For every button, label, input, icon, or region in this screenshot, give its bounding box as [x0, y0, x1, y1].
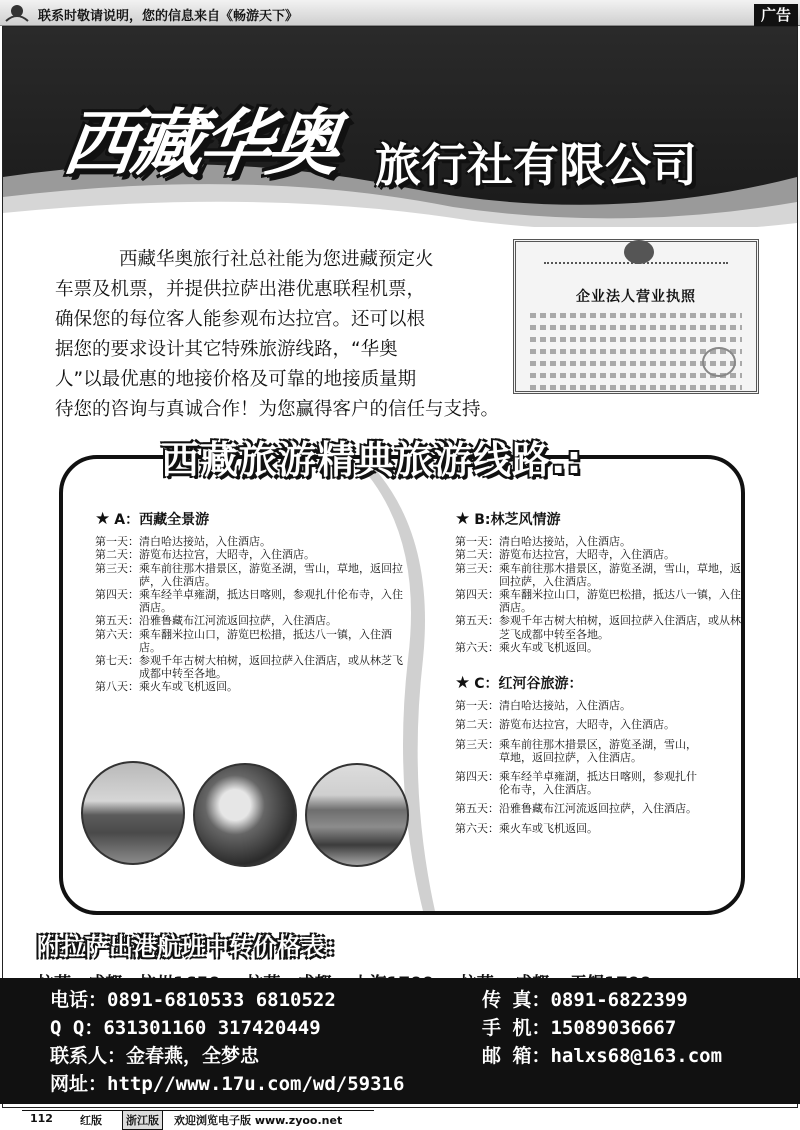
- itinerary-day: [455, 718, 705, 731]
- day-label: 第六天：: [455, 640, 499, 654]
- day-label: 第二天：: [95, 548, 139, 562]
- day-text: 游览布达拉宫，大昭寺，入住酒店。: [139, 548, 315, 562]
- brand-script-title: 西藏华奥: [58, 100, 343, 185]
- routes-title: 西藏旅游精典旅游线路.:: [161, 438, 583, 482]
- star-icon: ★: [455, 509, 471, 529]
- emblem-icon: [624, 240, 654, 264]
- day-text: 参观千年古树大柏树，返回拉萨入住酒店，或从林芝飞成都中转至各地。: [499, 614, 741, 641]
- itinerary-day: [455, 822, 705, 835]
- itinerary-day: [455, 802, 705, 815]
- day-text: 乘火车或飞机返回。: [499, 821, 598, 835]
- lake-mountain-photo: [81, 761, 185, 865]
- route-a-heading-text: A：西藏全景游: [114, 512, 210, 528]
- mobile-text: 手 机：15089036667: [482, 1017, 677, 1039]
- itinerary-day: [95, 680, 405, 693]
- page-number: 112: [30, 1112, 53, 1125]
- day-label: 第六天：: [95, 627, 139, 641]
- phone-text: 电话：0891-6810533 6810522: [50, 989, 336, 1011]
- route-b-heading-text: B:林芝风情游: [474, 512, 561, 528]
- day-text: 游览布达拉宫，大昭寺，入住酒店。: [499, 548, 675, 562]
- intro-line: 车票及机票，并提供拉萨出港优惠联程机票，: [55, 279, 426, 300]
- intro-line: 据您的要求设计其它特殊旅游线路，“华奥: [55, 339, 398, 360]
- day-text: 沿雅鲁藏布江河流返回拉萨，入住酒店。: [139, 614, 337, 628]
- day-text: 乘车翻米拉山口，游览巴松措，抵达八一镇，入住酒店。: [139, 627, 392, 654]
- routes-panel: [59, 455, 745, 915]
- region-badge: 浙江版: [122, 1110, 163, 1130]
- email-text: 邮 箱：halxs68@163.com: [482, 1045, 723, 1067]
- day-label: 第五天：: [455, 614, 499, 628]
- itinerary-day: [95, 535, 405, 548]
- route-a-heading: [95, 509, 405, 529]
- itinerary-day: [95, 588, 405, 614]
- site-link[interactable]: 欢迎浏览电子版 www.zyoo.net: [174, 1114, 343, 1127]
- day-text: 乘车前往那木措景区，游览圣湖，雪山，草地，返回拉萨，入住酒店。: [139, 561, 403, 588]
- route-c: [455, 673, 705, 841]
- intro-line: 西藏华奥旅行社总社能为您进藏预定火: [119, 249, 434, 270]
- itinerary-day: [455, 699, 705, 712]
- itinerary-day: [455, 548, 745, 561]
- day-label: 第五天：: [455, 802, 499, 816]
- official-stamp-icon: [702, 347, 736, 377]
- day-text: 参观千年古树大柏树，返回拉萨入住酒店，或从林芝飞成都中转至各地。: [139, 654, 403, 681]
- star-icon: ★: [455, 673, 471, 693]
- itinerary-day: [95, 654, 405, 680]
- route-c-heading: [455, 673, 705, 693]
- day-label: 第一天：: [455, 699, 499, 713]
- contact-right: [482, 986, 722, 1070]
- day-label: 第四天：: [455, 588, 499, 602]
- itinerary-day: [455, 614, 745, 640]
- day-text: 乘火车或飞机返回。: [499, 640, 598, 654]
- day-text: 乘车经羊卓雍湖，抵达日喀则，参观扎什伦布寺，入住酒店。: [499, 770, 697, 797]
- itinerary-day: [95, 614, 405, 627]
- day-label: 第三天：: [95, 561, 139, 575]
- intro-paragraph: [55, 245, 565, 425]
- intro-line: 人”以最优惠的地接价格及可靠的地接质量期: [55, 369, 417, 390]
- route-b: [455, 509, 745, 654]
- website-link[interactable]: 网址：http//www.17u.com/wd/59316: [50, 1073, 405, 1095]
- company-title: 旅行社有限公司: [375, 138, 697, 192]
- contact-band: [0, 978, 800, 1104]
- day-text: 乘车翻米拉山口，游览巴松措，抵达八一镇，入住酒店。: [499, 588, 741, 615]
- day-label: 第二天：: [455, 548, 499, 562]
- day-label: 第六天：: [455, 821, 499, 835]
- day-label: 第四天：: [455, 770, 499, 784]
- license-title: 企业法人营业执照: [576, 289, 696, 305]
- contact-left: [50, 986, 336, 1070]
- itinerary-day: [455, 738, 705, 764]
- price-table-title: 附拉萨出港航班中转价格表：: [37, 933, 349, 961]
- star-icon: ★: [95, 509, 111, 529]
- valley-cliff-photo: [305, 763, 409, 867]
- license-text-row: [530, 385, 742, 390]
- itinerary-day: [95, 562, 405, 588]
- itinerary-day: [455, 770, 705, 796]
- day-label: 第七天：: [95, 654, 139, 668]
- trees-lake-photo: [193, 763, 297, 867]
- top-strip: [0, 0, 800, 26]
- day-text: 乘火车或飞机返回。: [139, 680, 238, 694]
- route-c-heading-text: C：红河谷旅游：: [474, 676, 583, 692]
- itinerary-day: [455, 535, 745, 548]
- day-text: 乘车经羊卓雍湖，抵达日喀则，参观扎什伦布寺，入住酒店。: [139, 588, 403, 615]
- license-text-row: [530, 313, 742, 318]
- day-label: 第一天：: [455, 535, 499, 549]
- day-text: 沿雅鲁藏布江河流返回拉萨，入住酒店。: [499, 802, 697, 816]
- day-label: 第一天：: [95, 535, 139, 549]
- day-text: 清白哈达接站，入住酒店。: [499, 535, 631, 549]
- route-b-heading: [455, 509, 745, 529]
- source-note: 联系时敬请说明，您的信息来自《畅游天下》: [38, 9, 299, 24]
- day-label: 第八天：: [95, 680, 139, 694]
- intro-line: 待您的咨询与真诚合作！为您赢得客户的信任与支持。: [55, 399, 500, 420]
- day-text: 乘车前往那木措景区，游览圣湖，雪山，草地，返回拉萨，入住酒店。: [499, 561, 741, 588]
- itinerary-day: [455, 641, 745, 654]
- ad-frame: [2, 26, 798, 1108]
- page-footer: [0, 1110, 800, 1127]
- license-text-row: [530, 337, 742, 342]
- route-a: [95, 509, 405, 694]
- business-license-image: [513, 239, 759, 394]
- day-text: 游览布达拉宫，大昭寺，入住酒店。: [499, 718, 675, 732]
- day-label: 第四天：: [95, 588, 139, 602]
- contact-person-text: 联系人：金春燕，全梦忠: [50, 1045, 260, 1067]
- edition-label: 红版: [80, 1114, 102, 1127]
- day-label: 第三天：: [455, 737, 499, 751]
- day-label: 第二天：: [455, 718, 499, 732]
- intro-line: 确保您的每位客人能参观布达拉宫。还可以根: [55, 309, 426, 330]
- day-text: 清白哈达接站，入住酒店。: [139, 535, 271, 549]
- fax-text: 传 真：0891-6822399: [482, 989, 688, 1011]
- day-label: 第五天：: [95, 614, 139, 628]
- ad-tag: 广告: [754, 4, 798, 26]
- qq-text: Q Q：631301160 317420449: [50, 1017, 321, 1039]
- itinerary-day: [95, 548, 405, 561]
- travel-logo-icon: [4, 3, 30, 23]
- day-label: 第三天：: [455, 561, 499, 575]
- itinerary-day: [455, 562, 745, 588]
- day-text: 清白哈达接站，入住酒店。: [499, 699, 631, 713]
- header-banner: [3, 27, 797, 227]
- itinerary-day: [95, 628, 405, 654]
- itinerary-day: [455, 588, 745, 614]
- day-text: 乘车前往那木措景区，游览圣湖，雪山，草地，返回拉萨，入住酒店。: [499, 737, 697, 764]
- license-text-row: [530, 325, 742, 330]
